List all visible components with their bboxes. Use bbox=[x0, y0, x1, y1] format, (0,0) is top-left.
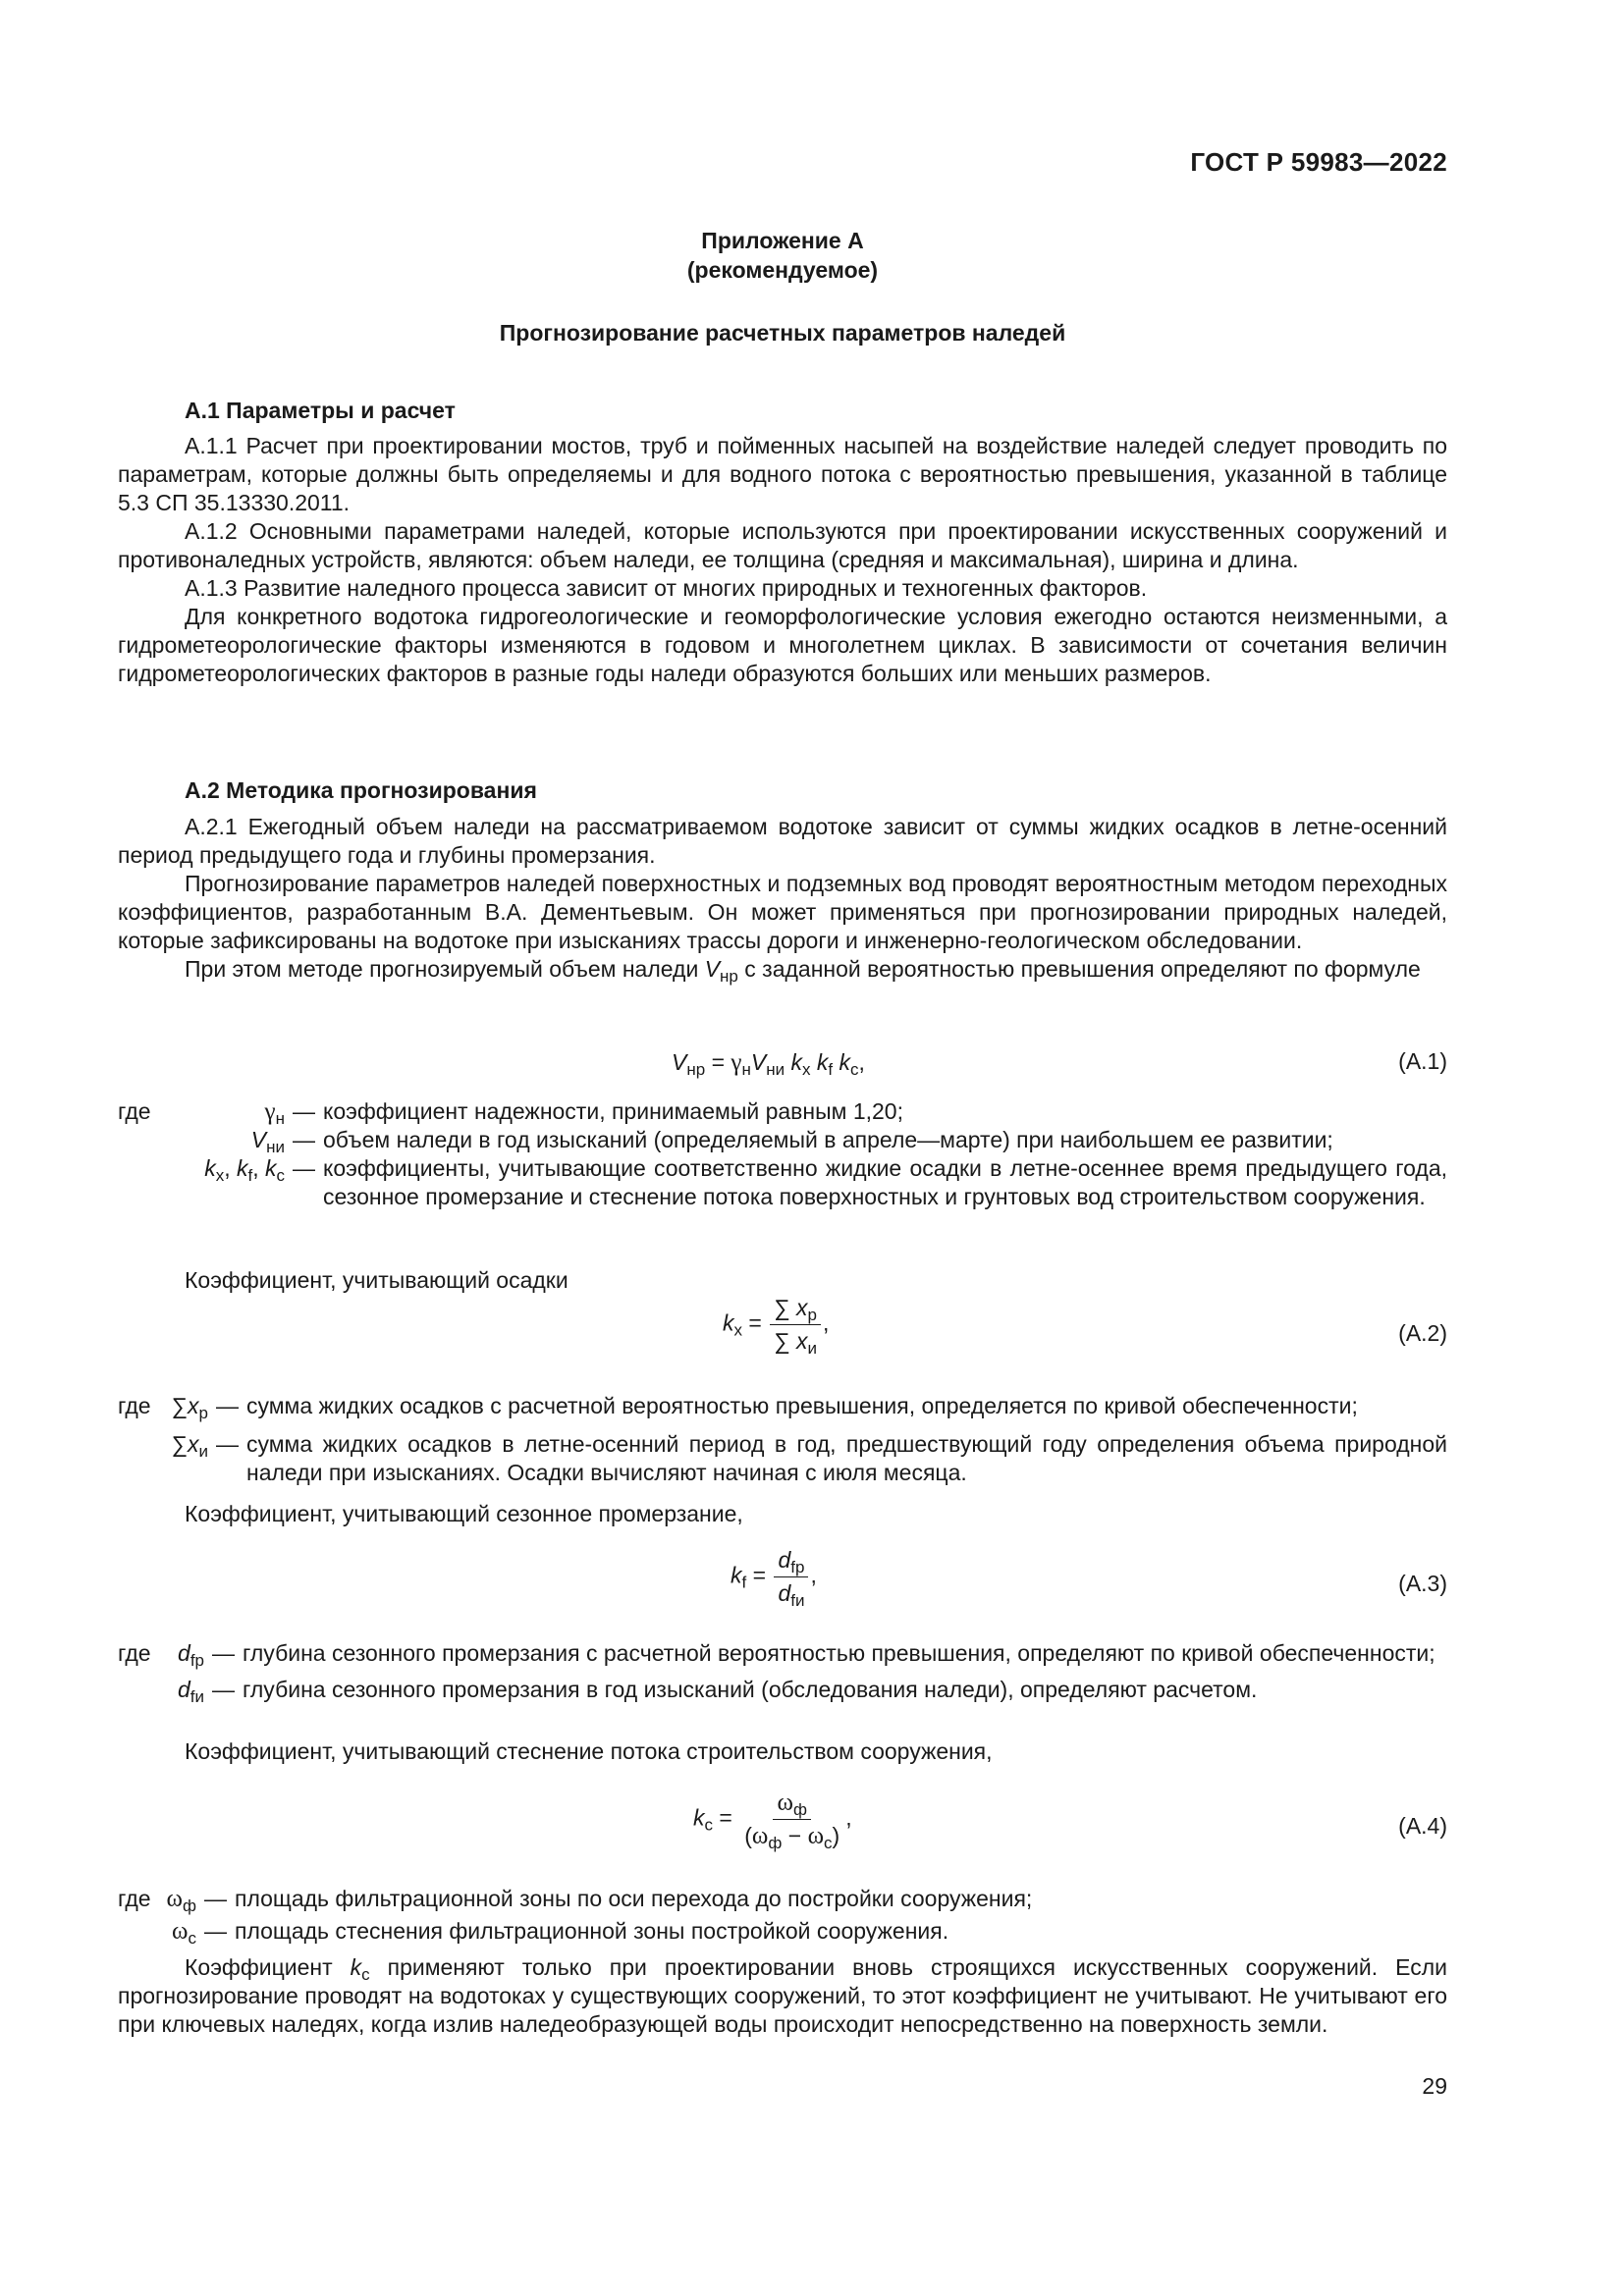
where-block-4 bbox=[118, 1885, 1447, 1946]
section-a1-body bbox=[118, 432, 1447, 688]
symbol-gamma-n: $\gamma_н$ bbox=[264, 1098, 285, 1128]
symbol-d-fp: $d_{fр}$ bbox=[178, 1640, 204, 1670]
where-block-3 bbox=[118, 1639, 1447, 1704]
where-row-wf: где $\omega_ф$ — площадь фильтрационной зоны по оси перехода до постройки сооружения; bbox=[118, 1886, 1033, 1915]
formula-a2-number: (А.2) bbox=[1398, 1320, 1447, 1346]
where-row-k: $k_x$, $k_f$, $k_c$ — коэффициенты, учитывающие соответственно жидкие осадки в летне-осеннее время предыдущего года, сезонное промерзание и стеснение потока поверхностных и грунтовых вод строительством сооружения. bbox=[118, 1154, 1447, 1211]
where-block-2 bbox=[118, 1392, 1447, 1487]
paragraph-a2-3: При этом методе прогнозируемый объем наледи $V_{нр}$ с заданной вероятностью превышения определяют по формуле bbox=[185, 956, 1421, 986]
coef2-intro-wrap bbox=[118, 1500, 1447, 1528]
formula-a1: $V_{нр} = \gamma_нV_{ни}$ $k_x$ $k_f$ $k_c$, bbox=[672, 1049, 865, 1079]
formula-a2: $k_x$ = $\frac{\sum x_р}{\sum x_и}$ , bbox=[723, 1295, 830, 1358]
coef3-intro: Коэффициент, учитывающий стеснение потока строительством сооружения, bbox=[185, 1738, 993, 1764]
paragraph-a1-1: А.1.1 Расчет при проектировании мостов, труб и пойменных насыпей на воздействие наледей следует проводить по параметрам, которые должны быть определяемы и для водного потока с вероятностью превышения, указанной в таблице 5.3 СП 35.13330.2011. bbox=[118, 433, 1447, 515]
coef1-intro-wrap bbox=[118, 1266, 1447, 1295]
formula-a4: $k_c$ = $\frac{\omega_ф}{(\omega_ф - \omega_c)}$ , bbox=[693, 1789, 852, 1852]
fraction-a3: $\frac{d_{fр}}{d_{fи}}$ bbox=[774, 1546, 808, 1608]
coef1-intro: Коэффициент, учитывающий осадки bbox=[185, 1267, 568, 1293]
where-row-xi: $\sum x_и$ — сумма жидких осадков в летне-осенний период в год, предшествующий году определения объема природной наледи при изысканиях. Осадки вычисляют начиная с июля месяца. bbox=[118, 1430, 1447, 1487]
symbol-omega-c: $\omega_c$ bbox=[172, 1918, 196, 1948]
where-row-gamma: где $\gamma_н$ — коэффициент надежности, принимаемый равным 1,20; bbox=[118, 1098, 903, 1128]
where-row-dfp: где $d_{fр}$ — глубина сезонного промерзания с расчетной вероятностью превышения, определяют по кривой обеспеченности; bbox=[118, 1640, 1435, 1670]
fraction-a2: $\frac{\sum x_р}{\sum x_и}$ bbox=[770, 1294, 821, 1356]
document-code: ГОСТ Р 59983—2022 bbox=[1190, 147, 1447, 177]
fraction-a4: $\frac{\omega_ф}{(\omega_ф - \omega_c)}$ bbox=[744, 1789, 840, 1852]
appendix-heading: Прогнозирование расчетных параметров наледей bbox=[499, 320, 1066, 346]
section-a2-heading: А.2 Методика прогнозирования bbox=[185, 777, 537, 803]
coef3-intro-wrap bbox=[118, 1737, 1447, 1766]
where-block-1 bbox=[118, 1097, 1447, 1211]
formula-a3: $k_f$ = $\frac{d_{fр}}{d_{fи}}$ , bbox=[731, 1547, 817, 1610]
coef2-intro: Коэффициент, учитывающий сезонное промерзание, bbox=[185, 1501, 743, 1526]
symbol-sum-xi: $\sum x_и$ bbox=[171, 1431, 208, 1461]
symbol-d-fi: $d_{fи}$ bbox=[177, 1677, 204, 1706]
where-row-v: $V_{ни}$ — объем наледи в год изысканий (определяемый в апреле—марте) при наибольшем ее развитии; bbox=[118, 1126, 1447, 1154]
appendix-status: (рекомендуемое) bbox=[686, 257, 879, 283]
symbol-sum-xp: $\sum x_р$ bbox=[171, 1393, 208, 1422]
where-row-dfi: $d_{fи}$ — глубина сезонного промерзания в год изысканий (обследования наледи), определяют расчетом. bbox=[118, 1676, 1447, 1704]
paragraph-a1-2: А.1.2 Основными параметрами наледей, которые используются при проектировании искусственных сооружений и противоналедных устройств, являются: объем наледи, ее толщина (средняя и максимальная), ширина и длина. bbox=[118, 518, 1447, 572]
symbol-omega-f: $\omega_ф$ bbox=[166, 1886, 196, 1915]
section-a2-body bbox=[118, 813, 1447, 984]
where-row-xp: где $\sum x_р$ — сумма жидких осадков с расчетной вероятностью превышения, определяется по кривой обеспеченности; bbox=[118, 1393, 1358, 1422]
paragraph-a1-4: Для конкретного водотока гидрогеологические и геоморфологические условия ежегодно остаются неизменными, а гидрометеорологические факторы изменяются в годовом и многолетнем циклах. В зависимости от сочетания величин гидрометеорологических факторов в разные годы наледи образуются больших или меньших размеров. bbox=[118, 604, 1447, 686]
formula-a1-number: (А.1) bbox=[1398, 1048, 1447, 1074]
appendix-title: Приложение А bbox=[701, 228, 864, 253]
final-paragraph-wrap bbox=[118, 1953, 1447, 2039]
page-number: 29 bbox=[1422, 2073, 1447, 2099]
formula-a3-number: (А.3) bbox=[1398, 1571, 1447, 1596]
final-paragraph: Коэффициент $k_c$ применяют только при проектировании вновь строящихся искусственных сооружений. Если прогнозирование проводят на водотоках у существующих сооружений, то этот коэффициент не учитывают. Не учитывают его при ключевых наледях, когда излив наледеобразующей воды происходит непосредственно на поверхность земли. bbox=[118, 1954, 1447, 2037]
paragraph-a1-3: А.1.3 Развитие наледного процесса зависит от многих природных и техногенных факторов. bbox=[185, 575, 1148, 601]
paragraph-a2-2: Прогнозирование параметров наледей поверхностных и подземных вод проводят вероятностным методом переходных коэффициентов, разработанным В.А. Дементьевым. Он может применяться при прогнозировании природных наледей, которые зафиксированы на водотоке при изысканиях трассы дороги и инженерно-геологическом обследовании. bbox=[118, 871, 1447, 953]
formula-a4-number: (А.4) bbox=[1398, 1813, 1447, 1839]
symbol-k-list: $k_x$, $k_f$, $k_c$ bbox=[204, 1155, 285, 1185]
symbol-v-ni: $V_{ни}$ bbox=[250, 1127, 285, 1156]
paragraph-a2-1: А.2.1 Ежегодный объем наледи на рассматриваемом водотоке зависит от суммы жидких осадков в летне-осенний период предыдущего года и глубины промерзания. bbox=[118, 814, 1447, 868]
where-row-wc: $\omega_c$ — площадь стеснения фильтрационной зоны постройкой сооружения. bbox=[118, 1917, 1447, 1946]
section-a1-heading: А.1 Параметры и расчет bbox=[185, 398, 456, 423]
